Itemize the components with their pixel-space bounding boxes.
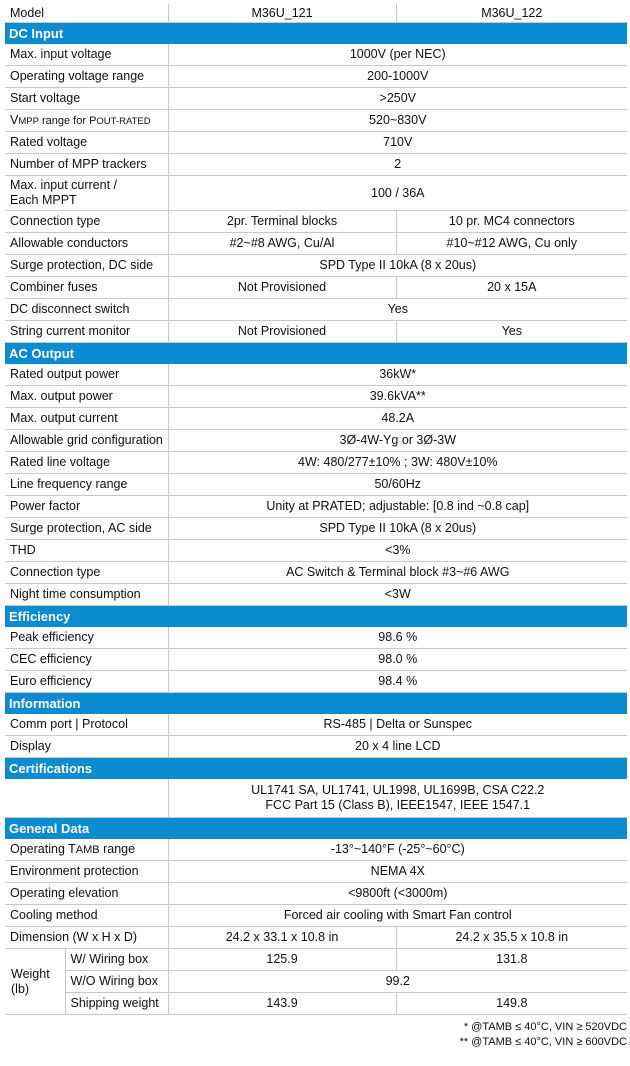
weight-sub-label: Shipping weight [65, 993, 168, 1015]
spec-value: 1000V (per NEC) [168, 44, 627, 66]
spec-row [5, 671, 627, 693]
spec-row [5, 299, 627, 321]
spec-label [5, 110, 168, 132]
section-certifications [5, 758, 627, 779]
spec-value: <3% [168, 540, 627, 562]
spec-label: Line frequency range [5, 474, 168, 496]
spec-value-121: 143.9 [168, 993, 396, 1015]
spec-row [5, 44, 627, 66]
spec-label: Euro efficiency [5, 671, 168, 693]
label-line: Max. input current / [10, 178, 117, 192]
section-title: Certifications [5, 758, 627, 779]
spec-row [5, 584, 627, 606]
spec-row [5, 233, 627, 255]
label-line: Each MPPT [10, 193, 77, 207]
spec-row [5, 176, 627, 211]
model-name-122: M36U_122 [396, 4, 627, 23]
spec-row [5, 277, 627, 299]
spec-row [5, 154, 627, 176]
spec-label: Rated voltage [5, 132, 168, 154]
spec-row [5, 211, 627, 233]
spec-row [5, 736, 627, 758]
spec-value: 710V [168, 132, 627, 154]
spec-table [5, 4, 627, 1015]
weight-label [5, 949, 65, 1015]
section-title: Efficiency [5, 606, 627, 627]
spec-value-122: 10 pr. MC4 connectors [396, 211, 627, 233]
section-information [5, 693, 627, 714]
footnote: ** @TAMB ≤ 40°C, VIN ≥ 600VDC [459, 1036, 627, 1048]
spec-row [5, 861, 627, 883]
spec-value: NEMA 4X [168, 861, 627, 883]
spec-row [5, 88, 627, 110]
spec-row [5, 627, 627, 649]
spec-label: Allowable conductors [5, 233, 168, 255]
spec-value: Forced air cooling with Smart Fan control [168, 905, 627, 927]
model-name-121: M36U_121 [168, 4, 396, 23]
spec-value-121: 24.2 x 33.1 x 10.8 in [168, 927, 396, 949]
spec-label: Max. output power [5, 386, 168, 408]
spec-row [5, 430, 627, 452]
weight-sub-label: W/O Wiring box [65, 971, 168, 993]
spec-value: SPD Type II 10kA (8 x 20us) [168, 255, 627, 277]
weight-row-no-wiring-box [5, 971, 627, 993]
spec-row [5, 927, 627, 949]
spec-value-121: 2pr. Terminal blocks [168, 211, 396, 233]
spec-label: Peak efficiency [5, 627, 168, 649]
spec-label: Comm port | Protocol [5, 714, 168, 736]
weight-row-wiring-box [5, 949, 627, 971]
spec-row [5, 649, 627, 671]
spec-value: 98.0 % [168, 649, 627, 671]
spec-label: CEC efficiency [5, 649, 168, 671]
spec-label: THD [5, 540, 168, 562]
spec-row [5, 321, 627, 343]
spec-label: Rated output power [5, 364, 168, 386]
spec-row [5, 110, 627, 132]
section-efficiency [5, 606, 627, 627]
spec-row [5, 364, 627, 386]
spec-value: 98.6 % [168, 627, 627, 649]
spec-label: Max. output current [5, 408, 168, 430]
spec-label: Max. input voltage [5, 44, 168, 66]
spec-value: AC Switch & Terminal block #3~#6 AWG [168, 562, 627, 584]
spec-row [5, 562, 627, 584]
spec-value-121: Not Provisioned [168, 321, 396, 343]
spec-label: Dimension (W x H x D) [5, 927, 168, 949]
spec-row [5, 905, 627, 927]
spec-value: 2 [168, 154, 627, 176]
model-header-row [5, 4, 627, 23]
spec-value: 4W: 480/277±10% ; 3W: 480V±10% [168, 452, 627, 474]
spec-label [5, 176, 168, 211]
spec-value-122: 20 x 15A [396, 277, 627, 299]
spec-label: Rated line voltage [5, 452, 168, 474]
spec-row [5, 883, 627, 905]
label-line: Weight [11, 966, 50, 981]
spec-row [5, 540, 627, 562]
spec-value: 98.4 % [168, 671, 627, 693]
spec-value: -13°~140°F (-25°~60°C) [168, 839, 627, 861]
label-line: (lb) [11, 981, 30, 996]
spec-label: Surge protection, AC side [5, 518, 168, 540]
label-part: OUT-RATED [96, 115, 151, 127]
spec-value: <3W [168, 584, 627, 606]
spec-value: 36kW* [168, 364, 627, 386]
spec-value: 200-1000V [168, 66, 627, 88]
spec-label: Start voltage [5, 88, 168, 110]
footnote: * @TAMB ≤ 40°C, VIN ≥ 520VDC [463, 1021, 627, 1033]
spec-value-121: #2~#8 AWG, Cu/Al [168, 233, 396, 255]
section-title: General Data [5, 818, 627, 839]
spec-value-121: Not Provisioned [168, 277, 396, 299]
section-title: AC Output [5, 343, 627, 364]
spec-row [5, 839, 627, 861]
cert-line: FCC Part 15 (Class B), IEEE1547, IEEE 1547.1 [265, 798, 531, 812]
cert-line: UL1741 SA, UL1741, UL1998, UL1699B, CSA C22.2 [251, 783, 545, 797]
weight-row-shipping [5, 993, 627, 1015]
certifications-row [5, 779, 627, 818]
spec-row [5, 386, 627, 408]
spec-value-122: #10~#12 AWG, Cu only [396, 233, 627, 255]
spec-row [5, 255, 627, 277]
spec-row [5, 452, 627, 474]
footnotes [5, 1020, 629, 1050]
spec-value: 39.6kVA** [168, 386, 627, 408]
label-part: range [99, 841, 136, 856]
spec-value: 48.2A [168, 408, 627, 430]
spec-label: Allowable grid configuration [5, 430, 168, 452]
spec-value: 20 x 4 line LCD [168, 736, 627, 758]
weight-sub-label: W/ Wiring box [65, 949, 168, 971]
spec-label: Environment protection [5, 861, 168, 883]
spec-value: RS-485 | Delta or Sunspec [168, 714, 627, 736]
section-ac-output [5, 343, 627, 364]
section-dc-input [5, 23, 627, 44]
spec-value-122: 24.2 x 35.5 x 10.8 in [396, 927, 627, 949]
spec-label: DC disconnect switch [5, 299, 168, 321]
spec-row [5, 408, 627, 430]
spec-label-empty [5, 779, 168, 818]
spec-label [5, 839, 168, 861]
spec-label: Number of MPP trackers [5, 154, 168, 176]
spec-row [5, 496, 627, 518]
spec-row [5, 66, 627, 88]
spec-label: Display [5, 736, 168, 758]
label-part: MPP [18, 115, 39, 127]
spec-label: String current monitor [5, 321, 168, 343]
spec-label: Operating elevation [5, 883, 168, 905]
section-general-data [5, 818, 627, 839]
spec-value: 50/60Hz [168, 474, 627, 496]
spec-value: Yes [168, 299, 627, 321]
spec-value-122: Yes [396, 321, 627, 343]
label-part: V [10, 112, 19, 127]
label-part: range for P [38, 114, 97, 127]
spec-label: Connection type [5, 211, 168, 233]
spec-value: SPD Type II 10kA (8 x 20us) [168, 518, 627, 540]
spec-value: Unity at PRATED; adjustable: [0.8 ind ~0.8 cap] [168, 496, 627, 518]
spec-row [5, 132, 627, 154]
spec-value-122: 131.8 [396, 949, 627, 971]
spec-row [5, 714, 627, 736]
spec-value: 3Ø-4W-Yg or 3Ø-3W [168, 430, 627, 452]
spec-value: >250V [168, 88, 627, 110]
spec-value: <9800ft (<3000m) [168, 883, 627, 905]
spec-label: Cooling method [5, 905, 168, 927]
spec-label: Power factor [5, 496, 168, 518]
section-title: Information [5, 693, 627, 714]
spec-value-121: 125.9 [168, 949, 396, 971]
spec-label: Connection type [5, 562, 168, 584]
spec-sheet [5, 0, 629, 1050]
label-part: AMB [75, 843, 100, 856]
spec-value: 520~830V [168, 110, 627, 132]
spec-label: Surge protection, DC side [5, 255, 168, 277]
spec-value-122: 149.8 [396, 993, 627, 1015]
spec-label: Night time consumption [5, 584, 168, 606]
spec-label: Combiner fuses [5, 277, 168, 299]
spec-row [5, 518, 627, 540]
spec-value: 99.2 [168, 971, 627, 993]
spec-row [5, 474, 627, 496]
model-label: Model [5, 4, 168, 23]
certifications-list [168, 779, 627, 818]
label-part: Operating T [10, 841, 76, 856]
spec-label: Operating voltage range [5, 66, 168, 88]
section-title: DC Input [5, 23, 627, 44]
spec-value: 100 / 36A [168, 176, 627, 211]
